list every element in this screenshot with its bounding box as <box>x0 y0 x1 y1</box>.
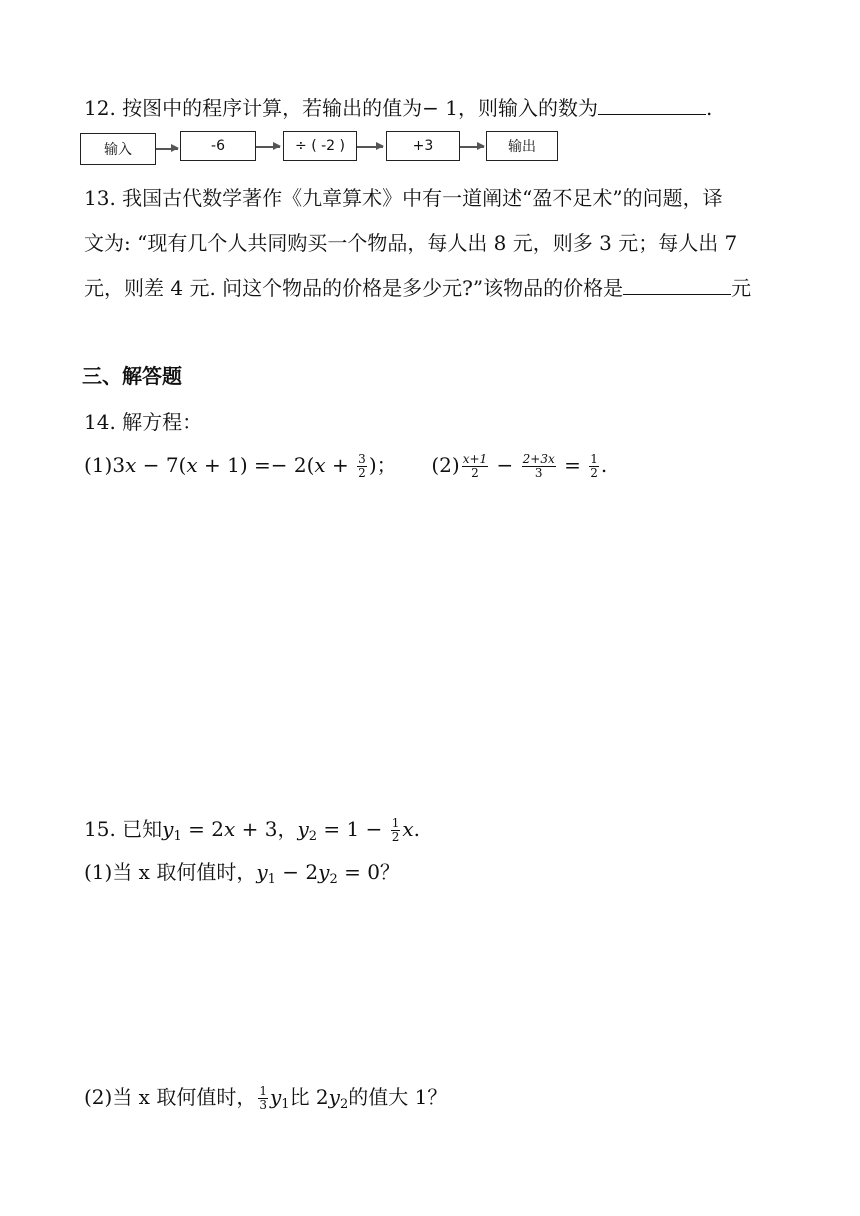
q14-equations <box>84 448 607 482</box>
q14-p2-label: (2) <box>431 453 460 477</box>
flow-arrow-3 <box>357 146 383 148</box>
q15-p2-text: (2)当 x 取何值时， <box>84 1085 257 1109</box>
fraction-half: $\frac{1}{2}$ <box>391 816 400 844</box>
q15-p1-text: (1)当 x 取何值时， <box>84 860 257 884</box>
fraction-1-over-2: $\frac{1}{2}$ <box>590 452 598 480</box>
flow-step-minus6: -6 <box>180 131 256 161</box>
q13-line1: 13. 我国古代数学著作《九章算术》中有一道阐述“盈不足术”的问题，译 <box>84 186 723 210</box>
q14-eq1: 3x − 7(x + 1) =− 2(x + $\frac{3}{2}$ )； <box>112 452 397 480</box>
q13-line2: 文为: “现有几个人共同购买一个物品，每人出 8 元，则多 3 元；每人出 7 <box>84 231 738 255</box>
section-heading: 三、解答题 <box>82 364 182 388</box>
fraction-third: $\frac{1}{3}$ <box>259 1084 267 1112</box>
q13-line3-text: 元，则差 4 元. 问这个物品的价格是多少元?”该物品的价格是 <box>84 276 624 300</box>
q15-p2-expression: $\frac{1}{3}$ $y_1$ <box>259 1084 290 1112</box>
q14-eq2: $\frac{x+1}{2}$ − $\frac{2+3x}{3}$ = $\frac{1}{2}$ . <box>462 452 608 480</box>
flow-arrow-4 <box>460 146 484 148</box>
flow-input-box: 输入 <box>80 133 156 165</box>
q13-answer-blank[interactable] <box>623 276 731 295</box>
flow-arrow-1 <box>156 148 178 150</box>
q12-line <box>84 96 712 118</box>
fraction-x-plus-1-over-2: $\frac{x+1}{2}$ <box>462 452 488 480</box>
flow-step-divide: ÷ ( -2 ) <box>283 131 357 161</box>
fraction-2-plus-3x-over-3: $\frac{2+3x}{3}$ <box>522 452 555 480</box>
q13-unit: 元 <box>731 276 752 300</box>
fraction-3-over-2: $\frac{3}{2}$ <box>358 452 366 480</box>
q14-title: 14. 解方程： <box>84 410 203 434</box>
q13-line3 <box>84 276 751 298</box>
q15-intro: 15. 已知 <box>84 817 163 841</box>
q14-p1-label: (1) <box>84 453 113 477</box>
q15-part1 <box>84 862 400 886</box>
q15-given <box>84 812 420 854</box>
flow-output-box: 输出 <box>486 131 558 161</box>
q15-part2: (2)当 x 取何值时， $\frac{1}{3}$ $y_1$比 $2y_2$的值大 1？ <box>84 1084 448 1112</box>
flow-arrow-2 <box>256 146 280 148</box>
q12-end: . <box>706 96 713 120</box>
q15-p1-equation: $y_1 - 2y_2 = 0$？ <box>256 860 400 887</box>
q15-y1-def: $y_1 = 2x + 3$，$y_2 = 1$ − $\frac{1}{2}$ x. <box>162 816 420 844</box>
flow-step-plus3: +3 <box>386 131 460 161</box>
q12-answer-blank[interactable] <box>598 96 706 115</box>
program-flowchart <box>80 129 560 165</box>
q12-text: 12. 按图中的程序计算，若输出的值为− 1，则输入的数为 <box>84 96 599 120</box>
